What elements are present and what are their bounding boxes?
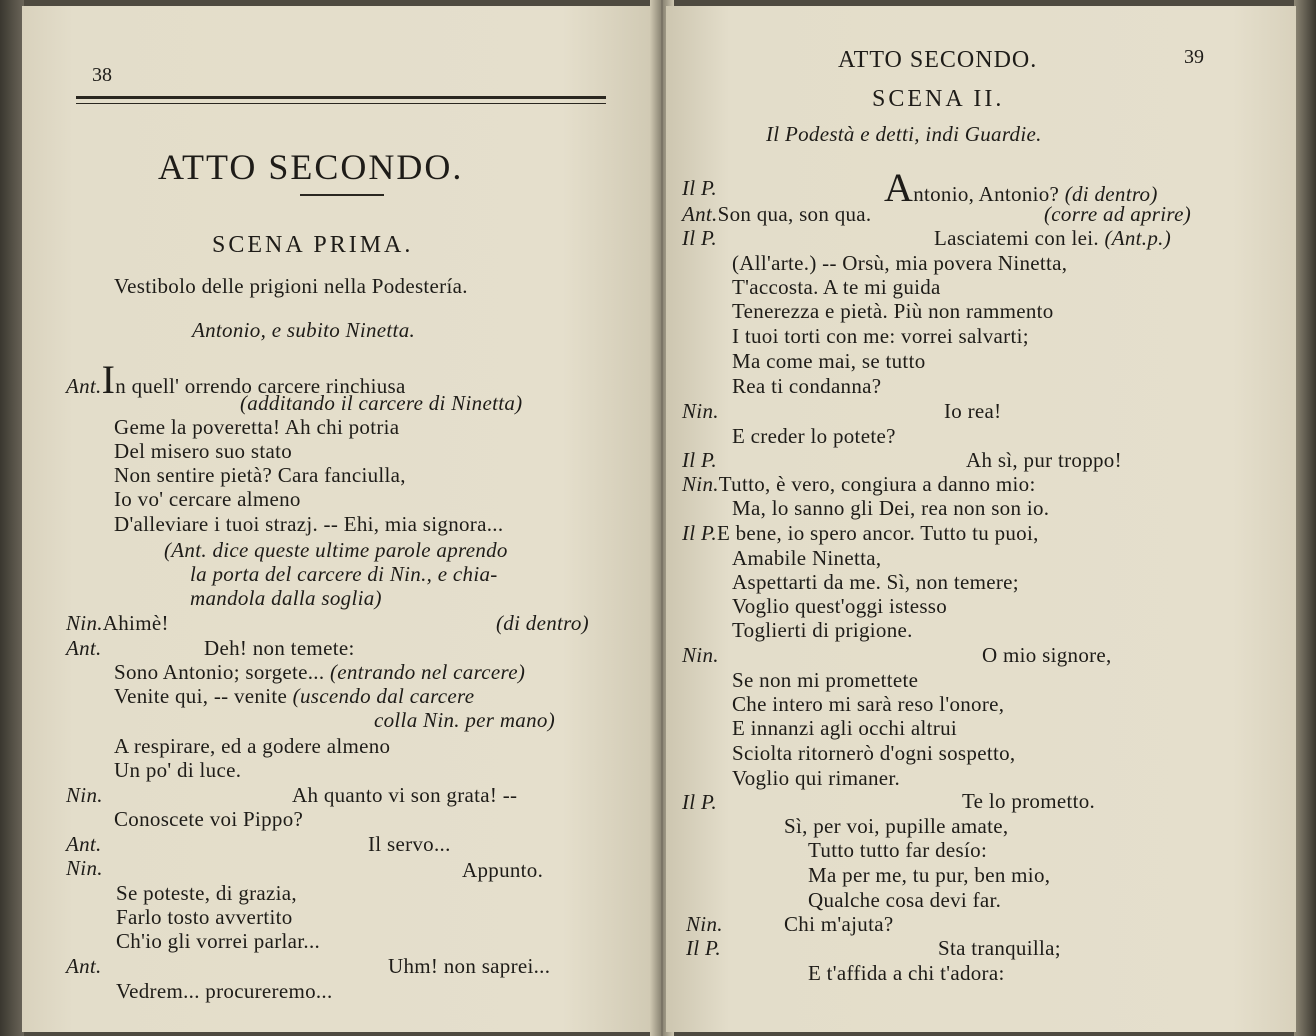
stage-direction: (corre ad aprire) (1044, 202, 1192, 226)
line-text: Tutto, è vero, congiura a danno mio: (718, 472, 1036, 496)
line-text: Ma come mai, se tutto (732, 349, 926, 373)
line-text: Sta tranquilla; (938, 936, 1061, 960)
book-edge-left (0, 0, 24, 1036)
line-text: Se poteste, di grazia, (116, 881, 297, 905)
line-text: Appunto. (462, 858, 544, 882)
line-text: ntonio, Antonio? (913, 182, 1060, 206)
line-text: E t'affida a chi t'adora: (808, 961, 1005, 985)
line-text: Ah quanto vi son grata! -- (292, 783, 518, 807)
line-text: Ah sì, pur troppo! (966, 448, 1122, 472)
scene-title: SCENA PRIMA. (212, 232, 414, 258)
speaker: Nin. (682, 399, 719, 423)
line-text: Farlo tosto avvertito (116, 905, 293, 929)
speaker: Ant. (682, 202, 718, 226)
speaker: Ant. (66, 832, 102, 856)
scene-characters: Antonio, e subito Ninetta. (192, 318, 416, 342)
title-rule (300, 194, 384, 196)
line-text: Son qua, son qua. (717, 202, 872, 226)
line-text: Venite qui, -- venite (114, 684, 288, 708)
line-text: Tutto tutto far desío: (808, 838, 988, 862)
speaker: Il P. (682, 521, 717, 545)
line-text: Rea ti condanna? (732, 374, 882, 398)
line-text: (All'arte.) -- Orsù, mia povera Ninetta, (732, 251, 1068, 275)
left-page (22, 6, 658, 1032)
speaker: Nin. (66, 611, 103, 635)
line-9 (682, 399, 719, 423)
line-11 (682, 448, 717, 472)
speaker: Nin. (66, 783, 103, 807)
scene-characters: Il Podestà e detti, indi Guardie. (766, 122, 1042, 146)
line-17 (66, 783, 103, 807)
line-text: T'accosta. A te mi guida (732, 275, 941, 299)
line-text: Toglierti di prigione. (732, 618, 913, 642)
speaker: Nin. (682, 472, 719, 496)
line-2 (682, 226, 717, 250)
line-text: Deh! non temete: (204, 636, 355, 660)
line-text: E creder lo potete? (732, 424, 896, 448)
line-text: I tuoi torti con me: vorrei salvarti; (732, 324, 1029, 348)
speaker: Il P. (682, 790, 717, 814)
line-text: Ma, lo sanno gli Dei, rea non son io. (732, 496, 1050, 520)
line-text: Qualche cosa devi far. (808, 888, 1002, 912)
line-text: Che intero mi sarà reso l'onore, (732, 692, 1005, 716)
line-13 (114, 684, 474, 708)
line-text: Un po' di luce. (114, 758, 242, 782)
line-text: Sono Antonio; sorgete... (114, 660, 325, 684)
line-text: Vedrem... procureremo... (116, 979, 333, 1003)
stage-direction: (entrando nel carcere) (329, 660, 526, 684)
line-text: A respirare, ed a godere almeno (114, 734, 391, 758)
line-text: Lasciatemi con lei. (934, 226, 1099, 250)
line-12 (682, 472, 1036, 496)
line-14 (682, 521, 1039, 545)
line-text: Te lo prometto. (962, 789, 1096, 813)
line-24 (66, 954, 102, 978)
line-text: Aspettarti da me. Sì, non temere; (732, 570, 1019, 594)
line-text: Io rea! (944, 399, 1002, 423)
line-30 (686, 912, 723, 936)
line-0 (682, 176, 717, 200)
line-20 (66, 856, 103, 880)
speaker: Ant. (66, 954, 102, 978)
speaker: Il P. (682, 448, 717, 472)
stage-direction: (di dentro) (1064, 182, 1158, 206)
line-text: D'alleviare i tuoi strazj. -- Ehi, mia signora... (114, 512, 504, 536)
line-19 (66, 832, 102, 856)
line-31 (686, 936, 721, 960)
speaker: Nin. (682, 643, 719, 667)
page-number: 39 (1184, 46, 1204, 68)
stage-direction: (di dentro) (496, 611, 589, 635)
stage-direction: mandola dalla soglia) (190, 586, 382, 610)
line-text: Amabile Ninetta, (732, 546, 882, 570)
header-rule-thick (76, 96, 606, 99)
line-text: Ma per me, tu pur, ben mio, (808, 863, 1051, 887)
line-text: Ch'io gli vorrei parlar... (116, 929, 321, 953)
stage-direction: la porta del carcere di Nin., e chia- (190, 562, 498, 586)
act-title: ATTO SECONDO. (158, 147, 464, 187)
line-11 (66, 636, 102, 660)
right-page (666, 6, 1296, 1032)
line-text: Sciolta ritornerò d'ogni sospetto, (732, 741, 1016, 765)
line-text: Chi m'ajuta? (784, 912, 894, 936)
line-text: Sì, per voi, pupille amate, (784, 814, 1009, 838)
header-rule-thin (76, 103, 606, 104)
line-text: Voglio quest'oggi istesso (732, 594, 948, 618)
line-text: O mio signore, (982, 643, 1112, 667)
line-text: Non sentire pietà? Cara fanciulla, (114, 463, 406, 487)
line-text: Se non mi promettete (732, 668, 919, 692)
line-25 (682, 790, 717, 814)
line-text: Tenerezza e pietà. Più non rammento (732, 299, 1054, 323)
drop-initial: I (101, 357, 116, 402)
line-text: E bene, io spero ancor. Tutto tu puoi, (716, 521, 1039, 545)
speaker: Ant. (66, 636, 102, 660)
stage-direction: (additando il carcere di Ninetta) (240, 391, 523, 415)
book-edge-right (1294, 0, 1316, 1036)
line-text: Il servo... (368, 832, 451, 856)
line-2-text (934, 226, 1171, 250)
page-number: 38 (92, 64, 112, 86)
drop-initial: A (884, 165, 914, 210)
speaker: Nin. (686, 912, 723, 936)
speaker: Il P. (686, 936, 721, 960)
stage-direction: (Ant.p.) (1104, 226, 1172, 250)
speaker: Ant. (66, 374, 102, 398)
stage-direction: (uscendo dal carcere (292, 684, 475, 708)
line-text: Geme la poveretta! Ah chi potria (114, 415, 400, 439)
line-text: Conoscete voi Pippo? (114, 807, 304, 831)
scene-title: SCENA II. (872, 86, 1005, 112)
line-text: Ahimè! (102, 611, 169, 635)
line-1 (682, 202, 871, 226)
line-text: Voglio qui rimaner. (732, 766, 901, 790)
speaker: Il P. (682, 176, 717, 200)
line-text: E innanzi agli occhi altrui (732, 716, 958, 740)
line-text: n quell' orrendo carcere rinchiusa (115, 374, 406, 398)
stage-direction: colla Nin. per mano) (374, 708, 555, 732)
line-12 (114, 660, 525, 684)
speaker: Nin. (66, 856, 103, 880)
line-19 (682, 643, 719, 667)
line-text: Io vo' cercare almeno (114, 487, 301, 511)
speaker: Il P. (682, 226, 717, 250)
scene-setting: Vestibolo delle prigioni nella Podestería. (114, 274, 468, 298)
running-head: ATTO SECONDO. (838, 47, 1038, 73)
line-text: Uhm! non saprei... (388, 954, 551, 978)
line-10 (66, 611, 169, 635)
line-text: Del misero suo stato (114, 439, 293, 463)
stage-direction: (Ant. dice queste ultime parole aprendo (164, 538, 508, 562)
